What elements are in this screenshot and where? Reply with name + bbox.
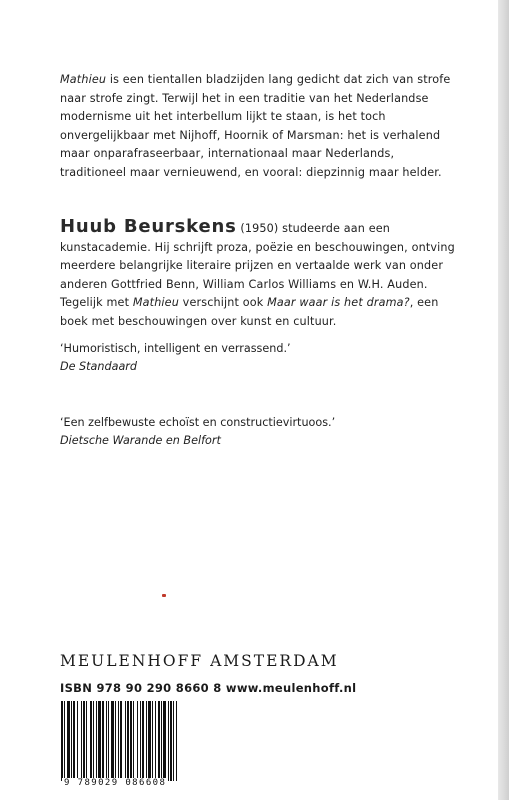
barcode-bar xyxy=(125,701,126,781)
barcode-bar xyxy=(77,701,78,781)
barcode-bar xyxy=(158,701,160,781)
barcode-bar xyxy=(146,701,147,781)
barcode-bar xyxy=(163,701,166,781)
bio-text-1: (1950) studeerde aan een kunstacademie. Hij schrijft proza, poëzie en beschouwingen, ontving meerdere belangrijke literaire prijzen en vertaalde werk van onder anderen Gottfried Benn, William Carlos Williams en W.H. Auden. Tegelijk met xyxy=(60,222,455,309)
review-source-2-text: Dietsche Warande en Belfort xyxy=(60,434,221,447)
bio-title-2: Maar waar is het drama? xyxy=(267,296,410,309)
author-name: Huub Beurskens xyxy=(60,216,237,237)
review-quote-2: ‘Een zelfbewuste echoïst en constructievirtuoos.’ xyxy=(60,416,336,429)
barcode-bar xyxy=(161,701,162,781)
barcode-bar xyxy=(64,701,65,781)
barcode-bar xyxy=(93,701,94,781)
barcode-bar xyxy=(108,701,109,781)
barcode-bar xyxy=(102,701,104,781)
barcode-bar xyxy=(142,701,144,781)
barcode-bar xyxy=(90,701,92,781)
book-title: Mathieu xyxy=(60,73,107,86)
barcode-bar xyxy=(96,701,97,781)
blurb-text: is een tientallen bladzijden lang gedicht dat zich van strofe naar strofe zingt. Terwijl het in een traditie van het Nederlandse modernisme uit het interbellum lijkt te staan, is het toch onvergelijkbaar met Nijhoff, Hoornik of Marsman: het is verhalend maar onparafraseerbaar, internationaal maar Nederlands, traditioneel maar vernieuwend, en vooral: diepzinnig maar helder. xyxy=(60,73,451,179)
red-speck xyxy=(162,594,166,597)
barcode-bar xyxy=(86,701,87,781)
bio-text-2: verschijnt ook xyxy=(178,296,268,309)
barcode-bar xyxy=(98,701,101,781)
author-bio xyxy=(60,218,455,331)
isbn-line: ISBN 978 90 290 8660 8 www.meulenhoff.nl xyxy=(60,681,357,695)
barcode-bar xyxy=(140,701,141,781)
barcode-bar xyxy=(148,701,151,781)
barcode-bar xyxy=(173,701,174,781)
barcode-bar xyxy=(130,701,132,781)
barcode-bar xyxy=(170,701,172,781)
barcode-bar xyxy=(81,701,82,781)
blurb-paragraph xyxy=(60,71,455,182)
page-edge xyxy=(498,0,509,800)
barcode-bar xyxy=(168,701,169,781)
barcode-bar xyxy=(106,701,107,781)
barcode-bar xyxy=(137,701,138,781)
barcode-bar xyxy=(133,701,134,781)
barcode-bar xyxy=(152,701,153,781)
barcode-number: 9 789029 086608 xyxy=(64,778,167,788)
review-source-1-text: De Standaard xyxy=(60,360,138,373)
review-quote-1: ‘Humoristisch, intelligent en verrassend.’ xyxy=(60,342,291,355)
barcode-bar xyxy=(111,701,114,781)
barcode-bar xyxy=(115,701,116,781)
barcode-bar xyxy=(118,701,119,781)
bio-text-3: , een boek met beschouwingen over kunst en cultuur. xyxy=(60,296,439,328)
barcode-bar xyxy=(71,701,72,781)
review-source-1 xyxy=(60,357,137,376)
barcode-bar xyxy=(73,701,75,781)
barcode-bar xyxy=(176,701,177,781)
barcode-bar xyxy=(83,701,85,781)
barcode-bar xyxy=(127,701,129,781)
barcode-bar xyxy=(61,701,63,781)
publisher-name: MEULENHOFF AMSTERDAM xyxy=(60,652,339,670)
barcode-bar xyxy=(120,701,122,781)
barcode-bar xyxy=(67,701,70,781)
barcode-bar xyxy=(155,701,156,781)
review-source-2 xyxy=(60,431,221,450)
bio-title-1: Mathieu xyxy=(132,296,179,309)
